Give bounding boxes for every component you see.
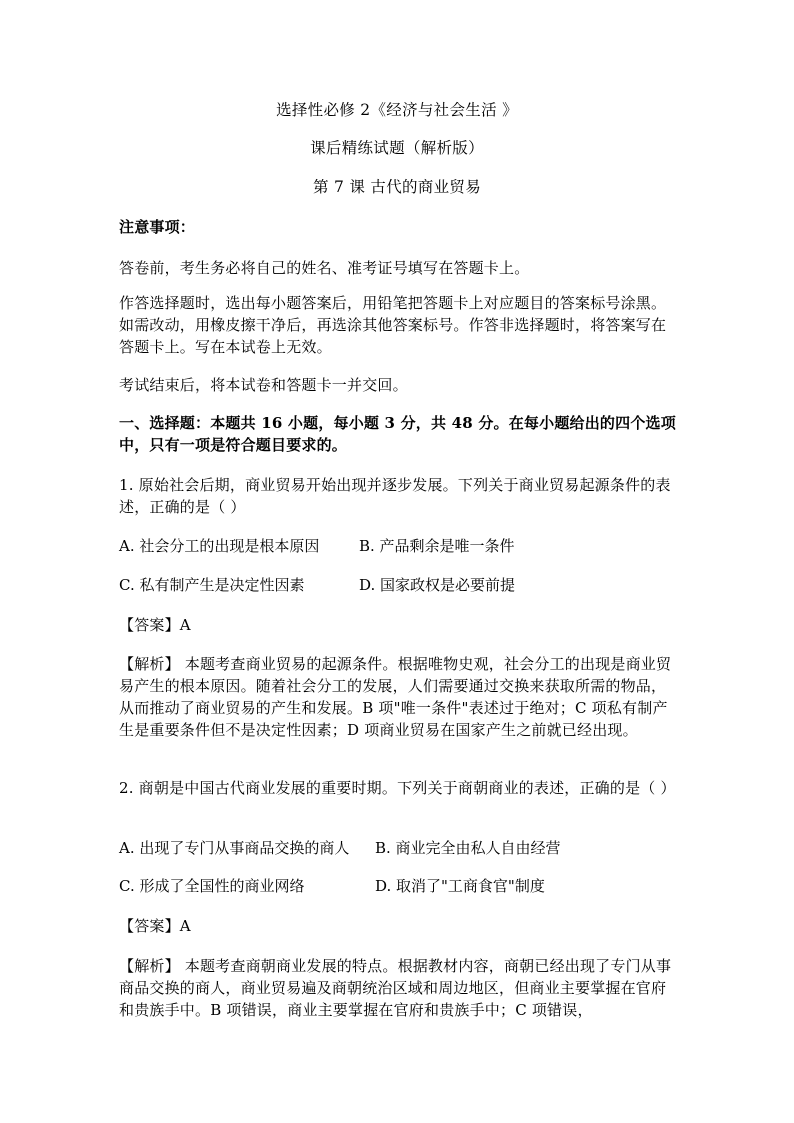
notice-heading: 注意事项： [119, 218, 196, 236]
question-1-options-row-1 [119, 535, 679, 557]
question-2-options-row-2 [119, 875, 679, 897]
notice-item-3: 考试结束后，将本试卷和答题卡一并交回。 [119, 376, 408, 394]
question-1-answer: 【答案】A [119, 616, 191, 634]
section-heading: 一、选择题：本题共 16 小题，每小题 3 分，共 48 分。在每小题给出的四个选项中，只有一项是符合题目要求的。 [119, 414, 676, 454]
notice-item-1: 答卷前，考生务必将自己的姓名、准考证号填写在答题卡上。 [119, 259, 530, 277]
question-1-option-b: B. 产品剩余是唯一条件 [359, 537, 515, 555]
document-subtitle: 课后精练试题（解析版） [310, 139, 484, 157]
lesson-title: 第 7 课 古代的商业贸易 [312, 178, 482, 196]
document-title: 选择性必修 2《经济与社会生活 》 [276, 101, 518, 119]
question-1-option-c: C. 私有制产生是决定性因素 [119, 576, 305, 594]
question-2-stem: 2. 商朝是中国古代商业发展的重要时期。下列关于商朝商业的表述，正确的是（ ） [119, 779, 676, 797]
question-1-option-d: D. 国家政权是必要前提 [359, 576, 516, 594]
question-2-answer: 【答案】A [119, 917, 191, 935]
question-2-option-d: D. 取消了"工商食官"制度 [375, 877, 545, 895]
question-1-stem: 1. 原始社会后期，商业贸易开始出现并逐步发展。下列关于商业贸易起源条件的表述，正确的是（ ） [119, 476, 671, 516]
notice-item-2: 作答选择题时，选出每小题答案后，用铅笔把答题卡上对应题目的答案标号涂黑。如需改动，用橡皮擦干净后，再选涂其他答案标号。作答非选择题时，将答案写在答题卡上。写在本试卷上无效。 [119, 294, 667, 356]
question-2-analysis: 【解析】 本题考查商朝商业发展的特点。根据教材内容，商朝已经出现了专门从事商品交换的商人，商业贸易遍及商朝统治区域和周边地区，但商业主要掌握在官府和贵族手中。B 项错误，商业主要掌握在官府和贵族手中；C 项错误， [119, 957, 672, 1019]
question-1-option-a: A. 社会分工的出现是根本原因 [119, 537, 320, 555]
question-1-options-row-2 [119, 574, 679, 596]
question-2-option-b: B. 商业完全由私人自由经营 [375, 839, 561, 857]
question-2-option-c: C. 形成了全国性的商业网络 [119, 877, 305, 895]
question-2-option-a: A. 出现了专门从事商品交换的商人 [119, 839, 350, 857]
question-1-analysis: 【解析】 本题考查商业贸易的起源条件。根据唯物史观，社会分工的出现是商业贸易产生的根本原因。随着社会分工的发展，人们需要通过交换来获取所需的物品，从而推动了商业贸易的产生和发展。B 项"唯一条件"表述过于绝对；C 项私有制产生是重要条件但不是决定性因素；D 项商业贸易在国家产生之前就已经出现。 [119, 655, 672, 739]
question-2-options-row-1 [119, 837, 679, 859]
